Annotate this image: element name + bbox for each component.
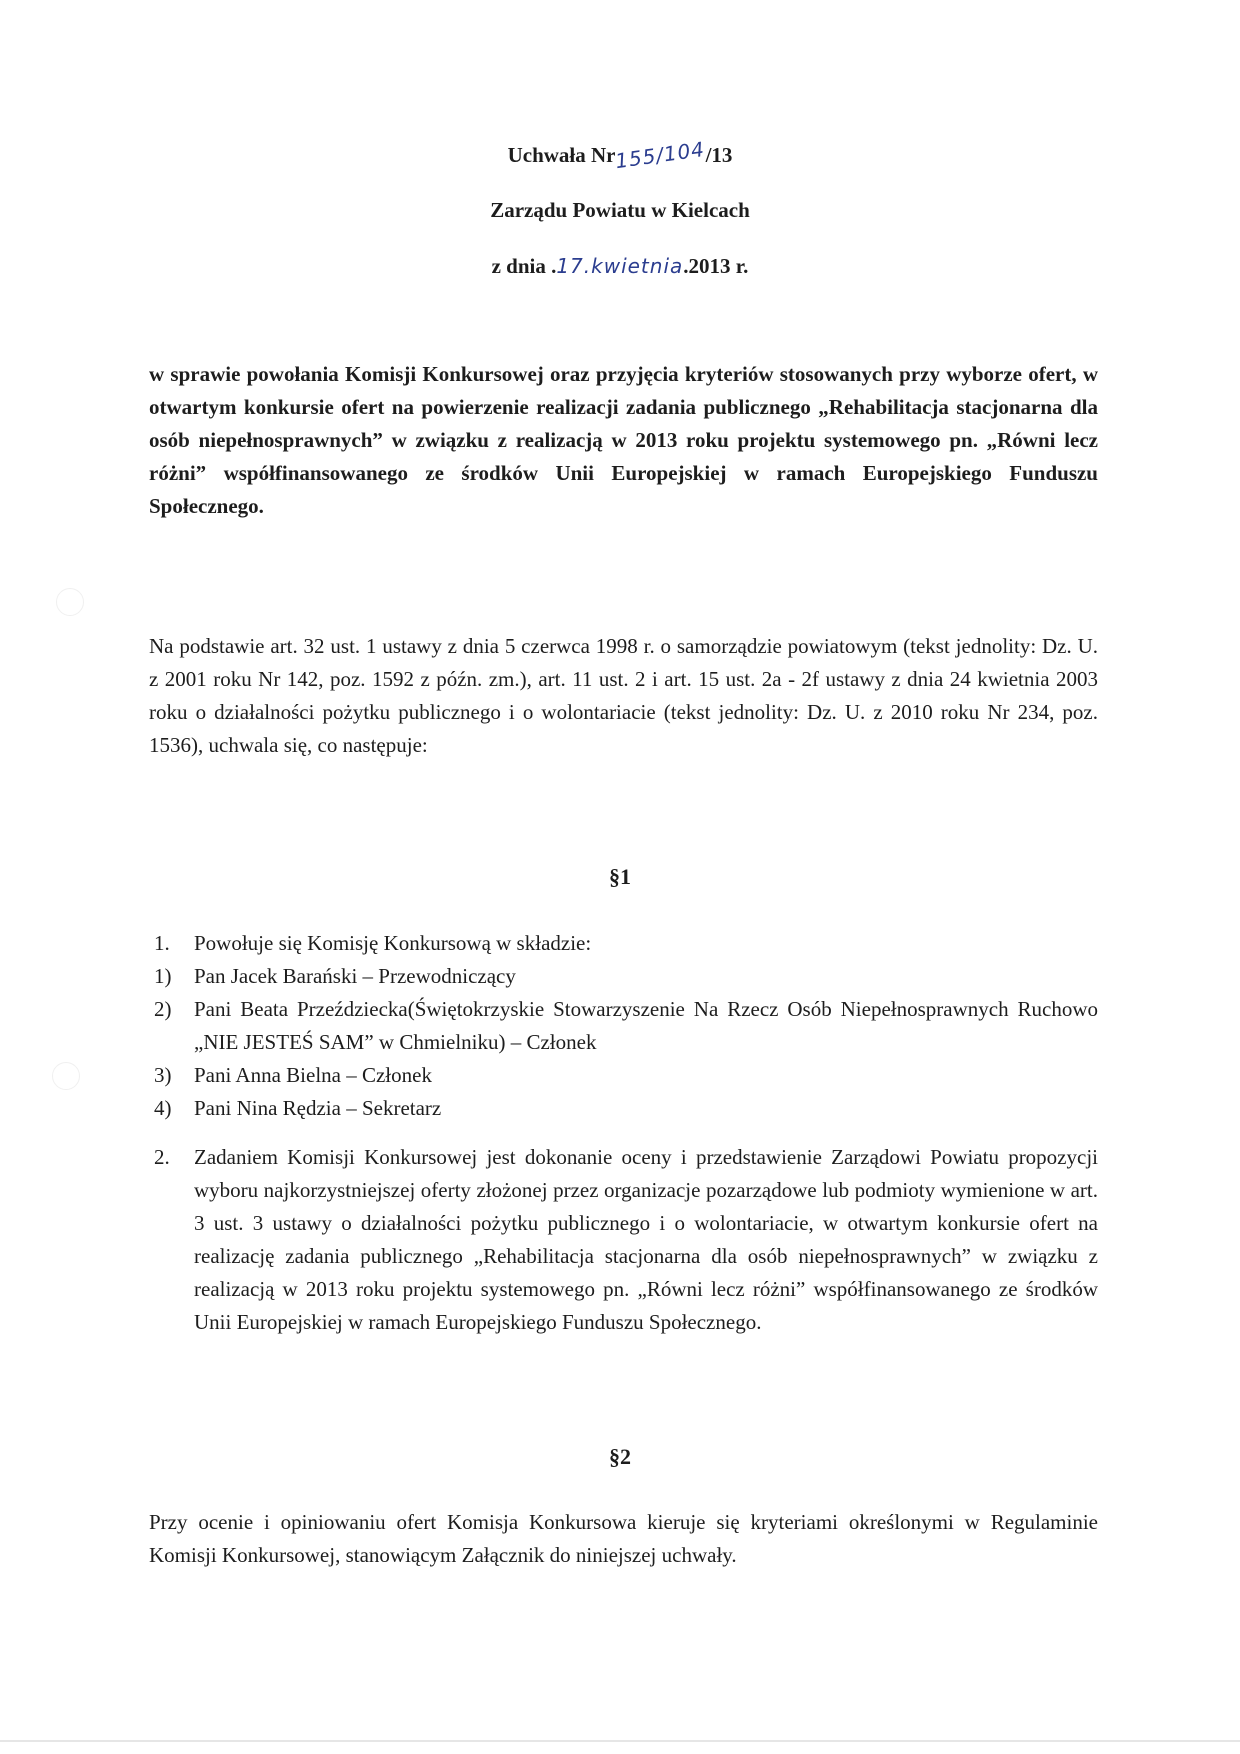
member-item	[149, 960, 1098, 993]
list-item-text: Powołuje się Komisję Konkursową w składzie:	[194, 931, 592, 955]
issuing-body: Zarządu Powiatu w Kielcach	[490, 198, 750, 222]
section-2-paragraph: Przy ocenie i opiniowaniu ofert Komisja Konkursowa kieruje się kryteriami określonymi w Regulaminie Komisji Konkursowej, stanowiącym Załącznik do niniejszej uchwały.	[149, 1510, 1098, 1567]
committee-task-list	[149, 1141, 1098, 1339]
member-item	[149, 993, 1098, 1059]
section-2-heading: §2	[609, 1444, 631, 1469]
resolution-subject: w sprawie powołania Komisji Konkursowej oraz przyjęcia kryteriów stosowanych przy wyborze ofert, w otwartym konkursie ofert na powierzenie realizacji zadania publicznego „Rehabilitacja stacjonarna dla osób niepełnosprawnych” w związku z realizacją w 2013 roku projektu systemowego pn. „Równi lecz różni” współfinansowanego ze środków Unii Europejskiej w ramach Europejskiego Funduszu Społecznego.	[149, 362, 1098, 518]
member-number: 3)	[154, 1063, 172, 1087]
legal-basis-paragraph: Na podstawie art. 32 ust. 1 ustawy z dnia 5 czerwca 1998 r. o samorządzie powiatowym (tekst jednolity: Dz. U. z 2001 roku Nr 142, poz. 1592 z późn. zm.), art. 11 ust. 2 i art. 15 ust. 2a - 2f ustawy z dnia 24 kwietnia 2003 roku o działalności pożytku publicznego i o wolontariacie (tekst jednolity: Dz. U. z 2010 roku Nr 234, poz. 1536), uchwala się, co następuje:	[149, 634, 1098, 757]
scan-edge-line	[0, 1740, 1240, 1742]
punch-hole-mark	[52, 1062, 80, 1090]
member-text: Pani Nina Rędzia – Sekretarz	[194, 1096, 442, 1120]
resolution-date-prefix: z dnia .	[491, 254, 557, 278]
member-text: Pan Jacek Barański – Przewodniczący	[194, 964, 516, 988]
member-item	[149, 1092, 1098, 1125]
punch-hole-mark	[56, 588, 84, 616]
handwritten-date: 17.kwietnia	[556, 254, 684, 278]
list-item-text: Zadaniem Komisji Konkursowej jest dokonanie oceny i przedstawienie Zarządowi Powiatu propozycji wyboru najkorzystniejszej oferty złożonej przez organizacje pozarządowe lub podmioty wymienione w art. 3 ust. 3 ustawy o działalności pożytku publicznego i o wolontariacie, w otwartym konkursie ofert na realizację zadania publicznego „Rehabilitacja stacjonarna dla osób niepełnosprawnych” w związku z realizacją w 2013 roku projektu systemowego pn. „Równi lecz różni” współfinansowanego ze środków Unii Europejskiej w ramach Europejskiego Funduszu Społecznego.	[194, 1145, 1098, 1334]
member-number: 4)	[154, 1096, 172, 1120]
member-text: Pani Beata Przeździecka(Świętokrzyskie Stowarzyszenie Na Rzecz Osób Niepełnosprawnych Ruchowo „NIE JESTEŚ SAM” w Chmielniku) – Członek	[194, 997, 1098, 1054]
list-number: 2.	[154, 1145, 170, 1169]
member-text: Pani Anna Bielna – Członek	[194, 1063, 432, 1087]
resolution-number	[0, 136, 1240, 174]
resolution-date-suffix: .2013 r.	[683, 254, 749, 278]
committee-list	[149, 927, 1098, 1125]
list-number: 1.	[154, 931, 170, 955]
list-item-2	[149, 1141, 1098, 1339]
member-item	[149, 1059, 1098, 1092]
member-number: 2)	[154, 997, 172, 1021]
resolution-number-prefix: Uchwała Nr	[507, 143, 616, 167]
resolution-date	[0, 254, 1240, 279]
member-number: 1)	[154, 964, 172, 988]
section-1-heading: §1	[609, 864, 631, 889]
handwritten-number: 155/104	[614, 136, 707, 174]
resolution-number-suffix: /13	[705, 143, 733, 167]
list-item-1	[149, 927, 1098, 960]
